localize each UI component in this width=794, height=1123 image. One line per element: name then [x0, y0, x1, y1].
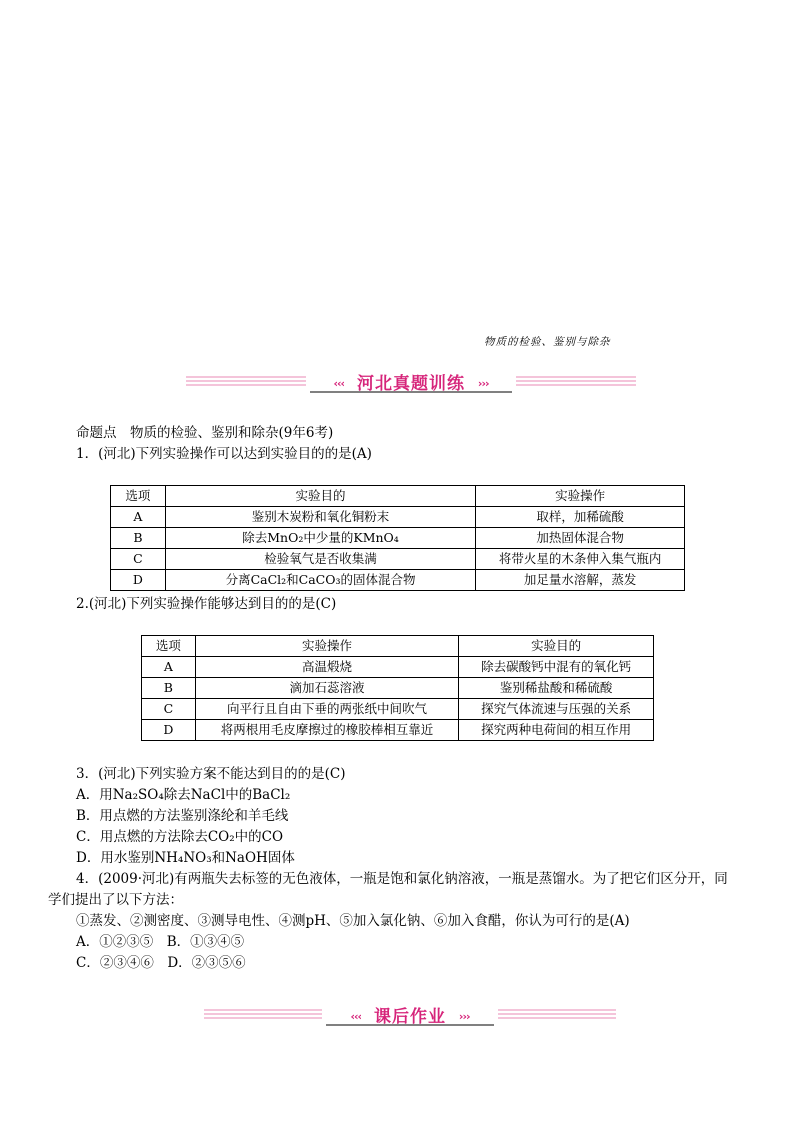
table-cell: 将带火星的木条伸入集气瓶内	[476, 549, 685, 570]
table-row	[142, 699, 654, 720]
q1-stem: 1．(河北)下列实验操作可以达到实验目的的是(A)	[76, 446, 372, 462]
table-header-row	[142, 636, 654, 657]
table-cell: B	[111, 528, 166, 549]
table-cell: 向平行且自由下垂的两张纸中间吹气	[195, 699, 459, 720]
table-header-cell: 实验操作	[476, 486, 685, 507]
table-header-cell: 实验目的	[459, 636, 654, 657]
q4-options-row1: A．①②③⑤ B．①③④⑤	[76, 934, 245, 950]
table-cell: 除去碳酸钙中混有的氧化钙	[459, 657, 654, 678]
table-cell: D	[142, 720, 196, 741]
table-row	[111, 570, 685, 591]
table-row	[111, 528, 685, 549]
q3-option-d: D．用水鉴别NH₄NO₃和NaOH固体	[76, 850, 295, 866]
table-cell: 将两根用毛皮摩擦过的橡胶棒相互靠近	[195, 720, 459, 741]
table-cell: C	[111, 549, 166, 570]
table-cell: 加足量水溶解，蒸发	[476, 570, 685, 591]
section-banner-hebei	[186, 368, 636, 394]
header-topic: 物质的检验、鉴别与除杂	[484, 336, 611, 348]
q3-option-b: B．用点燃的方法鉴别涤纶和羊毛线	[76, 808, 289, 824]
table-cell: 高温煅烧	[195, 657, 459, 678]
table-cell: 除去MnO₂中少量的KMnO₄	[165, 528, 475, 549]
q3-stem: 3．(河北)下列实验方案不能达到目的的是(C)	[76, 766, 346, 782]
table-row	[111, 507, 685, 528]
banner-title: 河北真题训练	[357, 374, 465, 394]
section-banner-homework	[204, 1001, 616, 1027]
table-cell: 加热固体混合物	[476, 528, 685, 549]
q3-option-a: A．用Na₂SO₄除去NaCl中的BaCl₂	[76, 787, 291, 803]
table-row	[142, 678, 654, 699]
table-cell: 分离CaCl₂和CaCO₃的固体混合物	[165, 570, 475, 591]
table-cell: 鉴别木炭粉和氧化铜粉末	[165, 507, 475, 528]
table-header-row	[111, 486, 685, 507]
table-cell: A	[111, 507, 166, 528]
q4-stem-line2: 学们提出了以下方法：	[48, 892, 183, 908]
q1-table	[110, 485, 685, 591]
q3-option-c: C．用点燃的方法除去CO₂中的CO	[76, 829, 284, 845]
table-header-cell: 选项	[142, 636, 196, 657]
topic-intro: 命题点 物质的检验、鉴别和除杂(9年6考)	[76, 425, 334, 441]
table-cell: 滴加石蕊溶液	[195, 678, 459, 699]
table-row	[111, 549, 685, 570]
q4-options-row2: C．②③④⑥ D．②③⑤⑥	[76, 955, 246, 971]
q2-table	[141, 635, 654, 741]
table-cell: 鉴别稀盐酸和稀硫酸	[459, 678, 654, 699]
table-cell: 探究气体流速与压强的关系	[459, 699, 654, 720]
table-cell: A	[142, 657, 196, 678]
q4-methods: ①蒸发、②测密度、③测导电性、④测pH、⑤加入氯化钠、⑥加入食醋，你认为可行的是(A)	[76, 913, 630, 929]
q2-stem: 2.(河北)下列实验操作能够达到目的的是(C)	[76, 596, 337, 612]
table-cell: 探究两种电荷间的相互作用	[459, 720, 654, 741]
table-cell: C	[142, 699, 196, 720]
table-header-cell: 实验操作	[195, 636, 459, 657]
table-header-cell: 实验目的	[165, 486, 475, 507]
q4-stem-line1: 4．(2009·河北)有两瓶失去标签的无色液体，一瓶是饱和氯化钠溶液，一瓶是蒸馏水。为了把它们区分开，同	[76, 871, 728, 887]
left-chevrons-icon: ‹‹‹	[350, 1010, 362, 1023]
table-header-cell: 选项	[111, 486, 166, 507]
table-row	[142, 720, 654, 741]
left-chevrons-icon: ‹‹‹	[333, 377, 345, 390]
table-cell: 取样，加稀硫酸	[476, 507, 685, 528]
table-cell: B	[142, 678, 196, 699]
table-cell: 检验氧气是否收集满	[165, 549, 475, 570]
right-chevrons-icon: ›››	[477, 377, 489, 390]
table-row	[142, 657, 654, 678]
table-cell: D	[111, 570, 166, 591]
right-chevrons-icon: ›››	[458, 1010, 470, 1023]
banner-title: 课后作业	[374, 1007, 446, 1027]
